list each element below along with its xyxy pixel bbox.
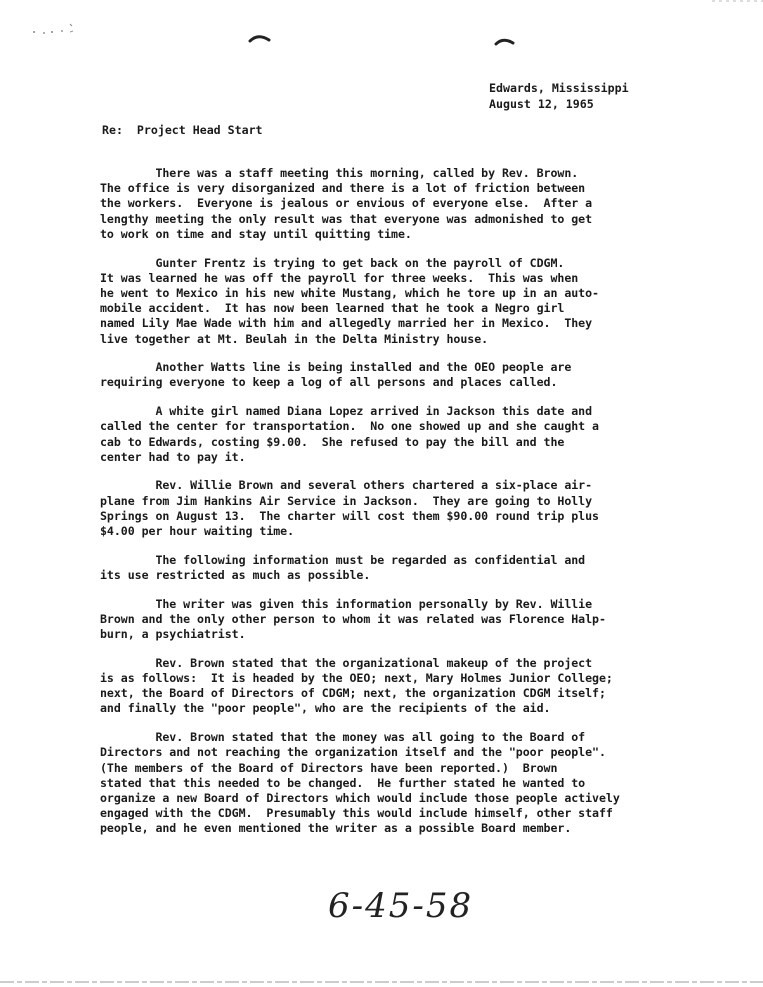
text-line: is as follows: It is headed by the OEO; next, Mary Holmes Junior College;	[100, 670, 613, 685]
text-line: Brown and the only other person to whom it was related was Florence Halp-	[100, 611, 606, 626]
scan-dash-top-right	[712, 0, 763, 4]
text-line: to work on time and stay until quitting time.	[100, 226, 412, 241]
text-line: The writer was given this information personally by Rev. Willie	[100, 596, 593, 611]
text-line: burn, a psychiatrist.	[100, 627, 246, 642]
scan-mark-top-left	[30, 20, 76, 41]
paragraph	[100, 730, 660, 836]
text-line: There was a staff meeting this morning, called by Rev. Brown.	[100, 166, 579, 180]
text-line: Rev. Willie Brown and several others chartered a six-place air-	[100, 478, 593, 493]
text-line: engaged with the CDGM. Presumably this would include himself, other staff	[100, 806, 613, 821]
text-line: Springs on August 13. The charter will cost them $90.00 round trip plus	[100, 508, 599, 523]
punch-mark-right	[494, 35, 516, 47]
paragraph	[100, 597, 660, 643]
dateline-date: August 12, 1965	[489, 97, 594, 111]
text-line: lengthy meeting the only result was that everyone was admonished to get	[100, 211, 593, 226]
text-line: he went to Mexico in his new white Mustang, which he tore up in an auto-	[100, 285, 599, 300]
text-line: named Lily Mae Wade with him and allegedly married her in Mexico. They	[100, 316, 593, 331]
text-line: Rev. Brown stated that the money was all going to the Board of	[100, 730, 586, 745]
subject-line: Re: Project Head Start	[102, 123, 263, 137]
handwritten-file-number: 6-45-58	[328, 886, 474, 926]
text-line: called the center for transportation. No one showed up and she caught a	[100, 419, 599, 434]
text-line: live together at Mt. Beulah in the Delta Ministry house.	[100, 331, 489, 346]
text-line: stated that this needed to be changed. He further stated he wanted to	[100, 775, 586, 790]
text-line: the workers. Everyone is jealous or envious of everyone else. After a	[100, 196, 593, 211]
paragraph	[100, 360, 660, 390]
punch-mark-left	[248, 32, 272, 44]
paragraph	[100, 256, 660, 347]
text-line: Rev. Brown stated that the organizational makeup of the project	[100, 655, 593, 670]
text-line: (The members of the Board of Directors have been reported.) Brown	[100, 760, 558, 775]
paragraph	[100, 166, 660, 242]
text-line: organize a new Board of Directors which would include those people actively	[100, 790, 620, 805]
scan-dots	[30, 20, 76, 38]
text-line: Gunter Frentz is trying to get back on the payroll of CDGM.	[100, 255, 565, 270]
text-line: A white girl named Diana Lopez arrived in Jackson this date and	[100, 404, 593, 419]
text-line: The office is very disorganized and there is a lot of friction between	[100, 181, 586, 196]
text-line: center had to pay it.	[100, 449, 246, 464]
paragraph	[100, 404, 660, 465]
text-line: mobile accident. It has now been learned that he took a Negro girl	[100, 301, 565, 316]
scan-bottom-edge	[0, 981, 763, 985]
text-line: its use restricted as much as possible.	[100, 567, 371, 582]
text-line: It was learned he was off the payroll for three weeks. This was when	[100, 270, 579, 285]
text-line: people, and he even mentioned the writer as a possible Board member.	[100, 821, 572, 836]
text-line: $4.00 per hour waiting time.	[100, 524, 295, 539]
text-line: next, the Board of Directors of CDGM; next, the organization CDGM itself;	[100, 686, 606, 701]
dateline	[489, 80, 629, 112]
paragraph	[100, 478, 660, 539]
letter-body	[100, 166, 660, 850]
text-line: requiring everyone to keep a log of all persons and places called.	[100, 375, 558, 390]
text-line: The following information must be regarded as confidential and	[100, 552, 586, 567]
paragraph	[100, 553, 660, 583]
text-line: plane from Jim Hankins Air Service in Jackson. They are going to Holly	[100, 493, 593, 508]
text-line: cab to Edwards, costing $9.00. She refused to pay the bill and the	[100, 434, 565, 449]
text-line: Another Watts line is being installed and the OEO people are	[100, 360, 572, 375]
text-line: and finally the "poor people", who are the recipients of the aid.	[100, 701, 551, 716]
dateline-place: Edwards, Mississippi	[489, 81, 629, 95]
paragraph	[100, 656, 660, 717]
text-line: Directors and not reaching the organization itself and the "poor people".	[100, 745, 606, 760]
